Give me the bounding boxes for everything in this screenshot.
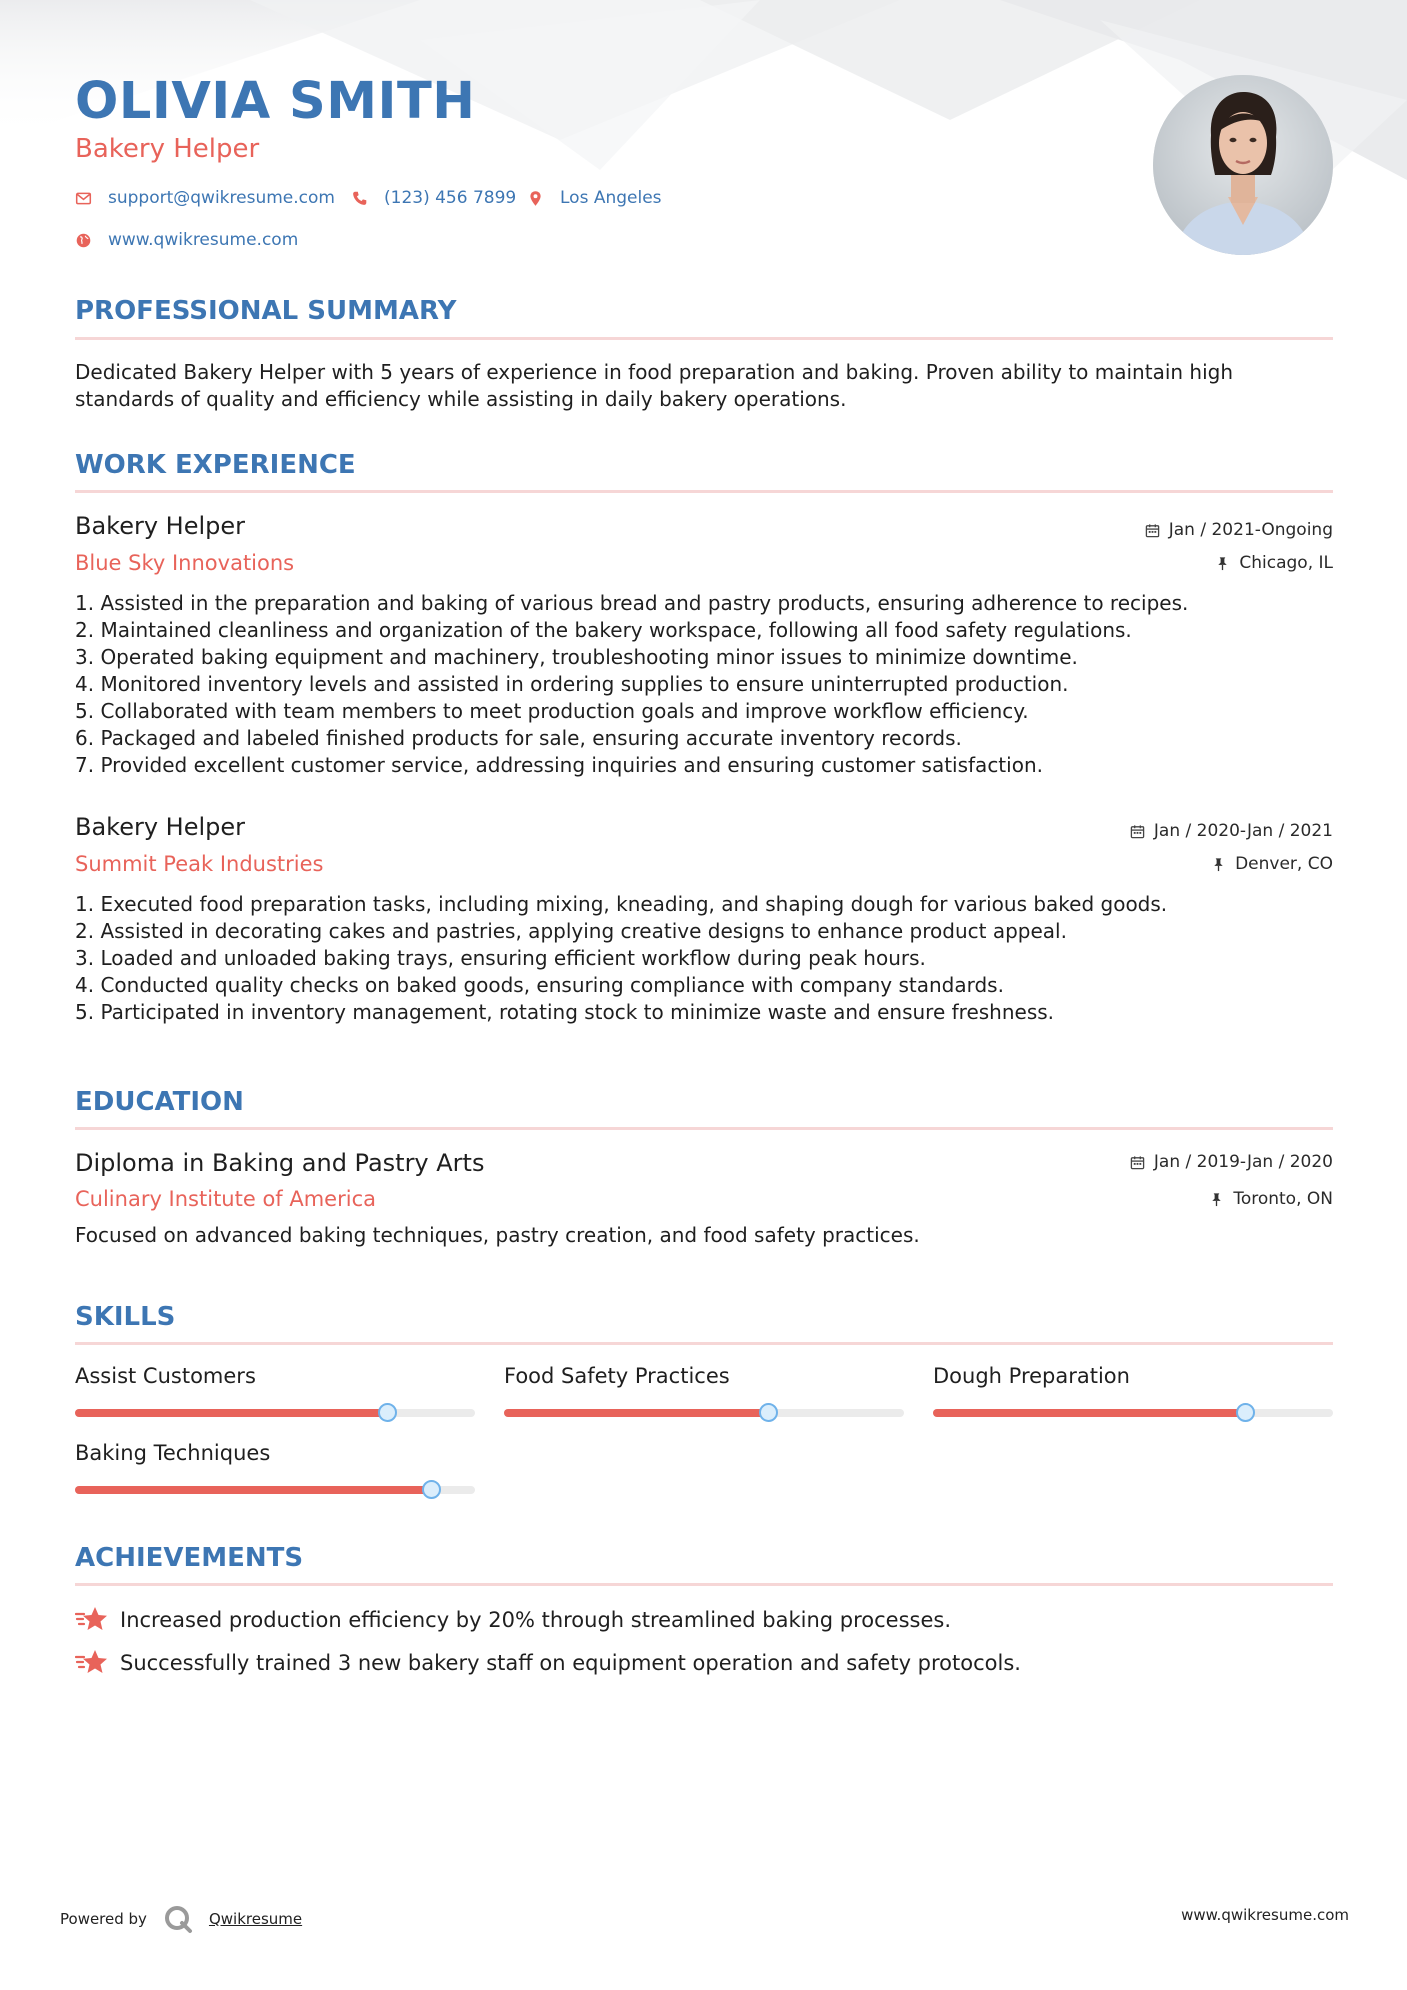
job-dates-text: Jan / 2021-Ongoing xyxy=(1168,520,1333,540)
skill-knob xyxy=(422,1480,441,1499)
education-location-text: Toronto, ON xyxy=(1233,1189,1333,1209)
skill-label: Assist Customers xyxy=(75,1364,256,1388)
skill-fill xyxy=(75,1409,387,1417)
job-company: Summit Peak Industries xyxy=(75,852,324,876)
star-icon xyxy=(75,1648,109,1678)
star-icon xyxy=(75,1605,109,1635)
section-divider xyxy=(75,490,1333,493)
skill-fill xyxy=(933,1409,1245,1417)
contact-email[interactable] xyxy=(75,188,335,208)
phone-icon xyxy=(351,190,368,207)
calendar-icon xyxy=(1145,523,1160,538)
job-dates xyxy=(1145,520,1333,540)
skill-knob xyxy=(759,1403,778,1422)
calendar-icon xyxy=(1130,824,1145,839)
list-item: 6. Packaged and labeled finished products for sale, ensuring accurate inventory records. xyxy=(75,726,962,750)
job-company: Blue Sky Innovations xyxy=(75,551,295,575)
summary-text: Dedicated Bakery Helper with 5 years of experience in food preparation and baking. Proven ability to maintain high standards of quality and efficiency while assisting in daily bakery operations. xyxy=(75,360,1234,411)
job-responsibilities xyxy=(75,891,1345,1026)
achievement-text: Increased production efficiency by 20% through streamlined baking processes. xyxy=(120,1608,952,1632)
skills-heading: SKILLS xyxy=(75,1302,176,1332)
job-location-text: Chicago, IL xyxy=(1239,553,1333,573)
footer-powered-by xyxy=(60,1904,302,1934)
pushpin-icon xyxy=(1209,1192,1224,1207)
contact-location xyxy=(527,188,662,208)
education-degree: Diploma in Baking and Pastry Arts xyxy=(75,1149,485,1177)
section-divider xyxy=(75,1127,1333,1130)
globe-icon xyxy=(75,232,92,249)
map-pin-icon xyxy=(527,190,544,207)
contact-phone[interactable] xyxy=(351,188,516,208)
list-item: 2. Maintained cleanliness and organization of the bakery workspace, following all food safety regulations. xyxy=(75,618,1132,642)
pushpin-icon xyxy=(1215,556,1230,571)
education-heading: EDUCATION xyxy=(75,1087,244,1117)
skill-label: Dough Preparation xyxy=(933,1364,1130,1388)
job-role: Bakery Helper xyxy=(75,512,246,540)
education-school: Culinary Institute of America xyxy=(75,1187,376,1211)
education-dates xyxy=(1130,1152,1333,1172)
section-divider xyxy=(75,1583,1333,1586)
job-dates-text: Jan / 2020-Jan / 2021 xyxy=(1153,821,1333,841)
candidate-title: Bakery Helper xyxy=(75,134,260,164)
achievement-item xyxy=(75,1648,1021,1678)
list-item: 7. Provided excellent customer service, addressing inquiries and ensuring customer satisfaction. xyxy=(75,753,1043,777)
calendar-icon xyxy=(1130,1155,1145,1170)
email-text[interactable]: support@qwikresume.com xyxy=(108,188,335,208)
education-dates-text: Jan / 2019-Jan / 2020 xyxy=(1153,1152,1333,1172)
education-location xyxy=(1209,1189,1333,1209)
skill-bar xyxy=(504,1409,904,1417)
footer-url[interactable]: www.qwikresume.com xyxy=(1181,1906,1349,1924)
list-item: 5. Participated in inventory management, rotating stock to minimize waste and ensure freshness. xyxy=(75,1000,1055,1024)
job-location xyxy=(1215,553,1333,573)
list-item: 3. Operated baking equipment and machinery, troubleshooting minor issues to minimize downtime. xyxy=(75,645,1078,669)
section-divider xyxy=(75,337,1333,340)
location-text: Los Angeles xyxy=(560,188,662,208)
skill-bar xyxy=(75,1486,475,1494)
achievement-item xyxy=(75,1605,951,1635)
skill-fill xyxy=(504,1409,768,1417)
list-item: 2. Assisted in decorating cakes and pastries, applying creative designs to enhance product appeal. xyxy=(75,919,1067,943)
achievement-text: Successfully trained 3 new bakery staff on equipment operation and safety protocols. xyxy=(120,1651,1021,1675)
skill-knob xyxy=(1236,1403,1255,1422)
contact-website[interactable] xyxy=(75,230,298,250)
list-item: 3. Loaded and unloaded baking trays, ensuring efficient workflow during peak hours. xyxy=(75,946,926,970)
job-responsibilities xyxy=(75,590,1345,779)
phone-text[interactable]: (123) 456 7899 xyxy=(384,188,517,208)
qwikresume-logo-icon xyxy=(163,1904,193,1934)
work-experience-heading: WORK EXPERIENCE xyxy=(75,450,356,480)
section-divider xyxy=(75,1342,1333,1345)
list-item: 1. Executed food preparation tasks, including mixing, kneading, and shaping dough for various baked goods. xyxy=(75,892,1168,916)
skill-label: Baking Techniques xyxy=(75,1441,271,1465)
list-item: 5. Collaborated with team members to meet production goals and improve workflow efficiency. xyxy=(75,699,1029,723)
candidate-name: OLIVIA SMITH xyxy=(75,72,476,131)
envelope-icon xyxy=(75,190,92,207)
skill-bar xyxy=(933,1409,1333,1417)
skill-knob xyxy=(378,1403,397,1422)
job-role: Bakery Helper xyxy=(75,813,246,841)
pushpin-icon xyxy=(1211,857,1226,872)
footer-brand-link[interactable]: Qwikresume xyxy=(208,1910,303,1928)
website-text[interactable]: www.qwikresume.com xyxy=(108,230,299,250)
job-location-text: Denver, CO xyxy=(1235,854,1333,874)
achievements-heading: ACHIEVEMENTS xyxy=(75,1543,304,1573)
powered-by-label: Powered by xyxy=(60,1910,147,1928)
list-item: 1. Assisted in the preparation and baking of various bread and pastry products, ensuring adherence to recipes. xyxy=(75,591,1189,615)
summary-heading: PROFESSIONAL SUMMARY xyxy=(75,296,457,326)
education-description: Focused on advanced baking techniques, pastry creation, and food safety practices. xyxy=(75,1223,920,1247)
job-location xyxy=(1211,854,1333,874)
skill-bar xyxy=(75,1409,475,1417)
list-item: 4. Conducted quality checks on baked goods, ensuring compliance with company standards. xyxy=(75,973,1004,997)
skill-fill xyxy=(75,1486,431,1494)
profile-photo xyxy=(1153,75,1333,255)
list-item: 4. Monitored inventory levels and assisted in ordering supplies to ensure uninterrupted production. xyxy=(75,672,1069,696)
skill-label: Food Safety Practices xyxy=(504,1364,730,1388)
job-dates xyxy=(1130,821,1333,841)
